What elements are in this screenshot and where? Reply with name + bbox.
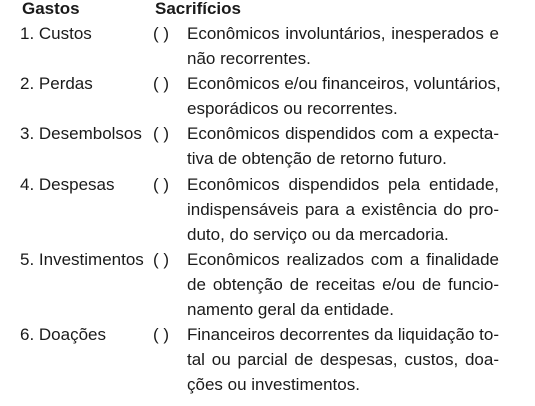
description-line: Econômicos realizados com a finalidade <box>187 250 499 269</box>
description-line: namento geral da entidade. <box>187 300 394 319</box>
description-line: de obtenção de receitas e/ou de funcio- <box>187 275 499 294</box>
answer-blank: ( ) <box>153 250 170 269</box>
description <box>187 121 499 171</box>
term-label: 4. Despesas <box>20 175 115 194</box>
answer-blank: ( ) <box>153 124 170 143</box>
description-line: ções ou investimentos. <box>187 375 360 394</box>
description-line: esporádicos ou recorrentes. <box>187 99 398 118</box>
description-line: duto, do serviço ou da mercadoria. <box>187 225 449 244</box>
description-line: Econômicos e/ou financeiros, voluntários, <box>187 74 501 93</box>
description <box>187 247 499 322</box>
description <box>187 21 499 71</box>
description-line: Econômicos dispendidos pela entidade, <box>187 175 499 194</box>
term-label: 5. Investimentos <box>20 250 144 269</box>
answer-blank: ( ) <box>153 325 170 344</box>
description-line: Econômicos involuntários, inesperados e <box>187 24 499 43</box>
answer-blank: ( ) <box>153 74 170 93</box>
term-label: 2. Perdas <box>20 74 93 93</box>
description-line: indispensáveis para a existência do pro- <box>187 200 499 219</box>
column-header-sacrificios: Sacrifícios <box>155 0 241 18</box>
answer-blank: ( ) <box>153 175 170 194</box>
description-line: não recorrentes. <box>187 49 311 68</box>
term-label: 1. Custos <box>20 24 92 43</box>
answer-blank: ( ) <box>153 24 170 43</box>
description <box>187 172 499 247</box>
description-line: tiva de obtenção de retorno futuro. <box>187 149 447 168</box>
description <box>187 71 499 121</box>
term-label: 6. Doações <box>20 325 106 344</box>
column-header-gastos: Gastos <box>22 0 80 18</box>
description-line: Financeiros decorrentes da liquidação to- <box>187 325 499 344</box>
description-line: Econômicos dispendidos com a expecta- <box>187 124 499 143</box>
term-label: 3. Desembolsos <box>20 124 142 143</box>
description <box>187 322 499 397</box>
description-line: tal ou parcial de despesas, custos, doa- <box>187 350 499 369</box>
